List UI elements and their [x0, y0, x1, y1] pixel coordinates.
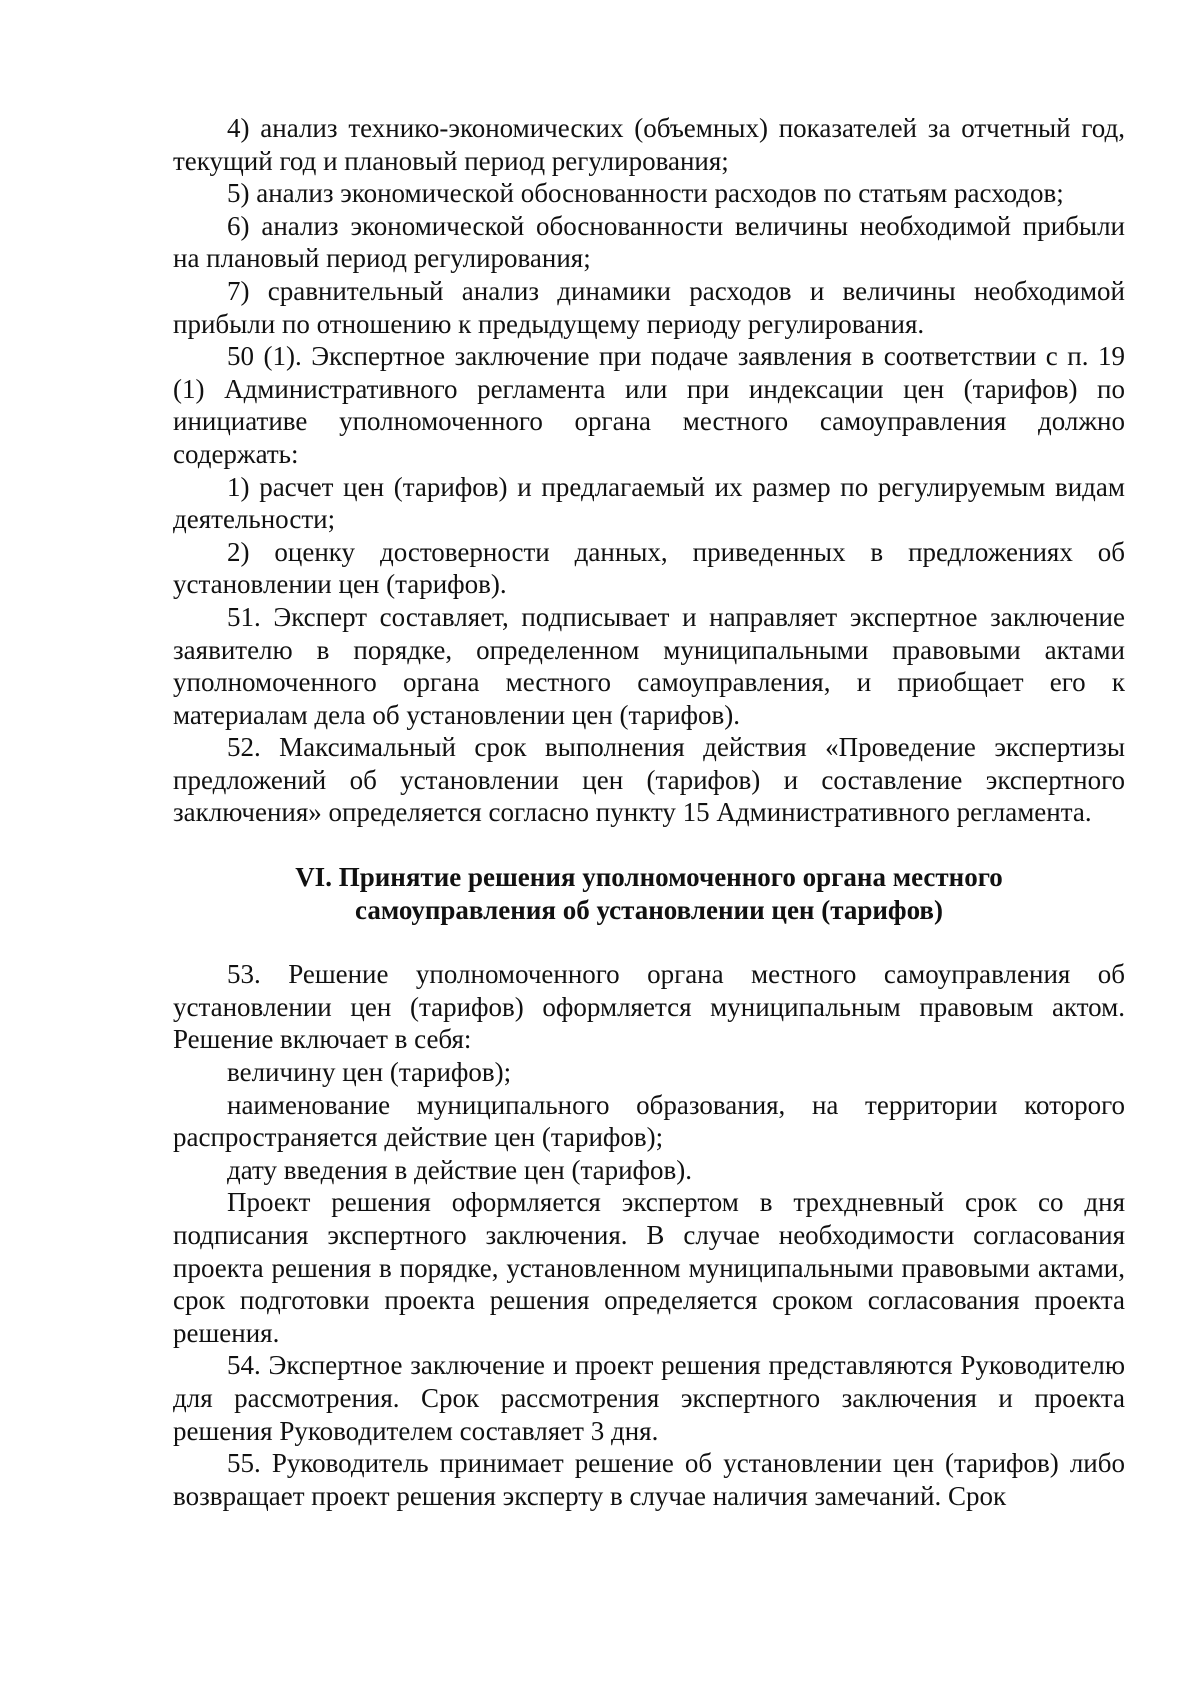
section-heading: [173, 861, 1125, 926]
paragraph-clause-54: 54. Экспертное заключение и проект решения представляются Руководителю для рассмотрения. Срок рассмотрения экспертного заключения и проекта решения Руководителем составляет 3 дня.: [173, 1350, 1125, 1446]
section-heading-line-1: VI. Принятие решения уполномоченного органа местного: [295, 862, 1003, 893]
paragraph-draft-decision: Проект решения оформляется экспертом в трехдневный срок со дня подписания экспертного заключения. В случае необходимости согласования проекта решения в порядке, установленном муниципальными правовыми актами, срок подготовки проекта решения определяется сроком согласования проекта решения.: [173, 1187, 1125, 1348]
paragraph-decision-municipality: наименование муниципального образования, на территории которого распространяется действие цен (тарифов);: [173, 1089, 1125, 1153]
paragraph-clause-50-1: 50 (1). Экспертное заключение при подаче заявления в соответствии с п. 19 (1) Административного регламента или при индексации цен (тарифов) по инициативе уполномоченного органа местного самоуправления должно содержать:: [173, 341, 1125, 469]
paragraph-item-4: 4) анализ технико-экономических (объемных) показателей за отчетный год, текущий год и плановый период регулирования;: [173, 113, 1125, 176]
paragraph-item-6: 6) анализ экономической обоснованности величины необходимой прибыли на плановый период регулирования;: [173, 210, 1125, 274]
section-heading-line-2: самоуправления об установлении цен (тарифов): [355, 894, 943, 925]
paragraph-decision-value: величину цен (тарифов);: [227, 1057, 512, 1088]
paragraph-clause-51: 51. Эксперт составляет, подписывает и направляет экспертное заключение заявителю в порядке, определенном муниципальными правовыми актами уполномоченного органа местного самоуправления, и приобщает его к материалам дела об установлении цен (тарифов).: [173, 601, 1125, 730]
document-body: [173, 112, 1125, 1512]
paragraph-subitem-1: 1) расчет цен (тарифов) и предлагаемый их размер по регулируемым видам деятельности;: [173, 471, 1125, 535]
paragraph-clause-55: 55. Руководитель принимает решение об установлении цен (тарифов) либо возвращает проект решения эксперту в случае наличия замечаний. Срок: [173, 1448, 1125, 1511]
paragraph-clause-52: 52. Максимальный срок выполнения действия «Проведение экспертизы предложений об установлении цен (тарифов) и составление экспертного заключения» определяется согласно пункту 15 Административного регламента.: [173, 732, 1125, 828]
paragraph-decision-date: дату введения в действие цен (тарифов).: [227, 1154, 693, 1185]
paragraph-subitem-2: 2) оценку достоверности данных, приведенных в предложениях об установлении цен (тарифов).: [173, 536, 1125, 600]
paragraph-item-5: 5) анализ экономической обоснованности расходов по статьям расходов;: [227, 178, 1064, 209]
paragraph-item-7: 7) сравнительный анализ динамики расходов и величины необходимой прибыли по отношению к предыдущему периоду регулирования.: [173, 275, 1125, 339]
paragraph-clause-53: 53. Решение уполномоченного органа местного самоуправления об установлении цен (тарифов) оформляется муниципальным правовым актом. Решение включает в себя:: [173, 959, 1125, 1055]
